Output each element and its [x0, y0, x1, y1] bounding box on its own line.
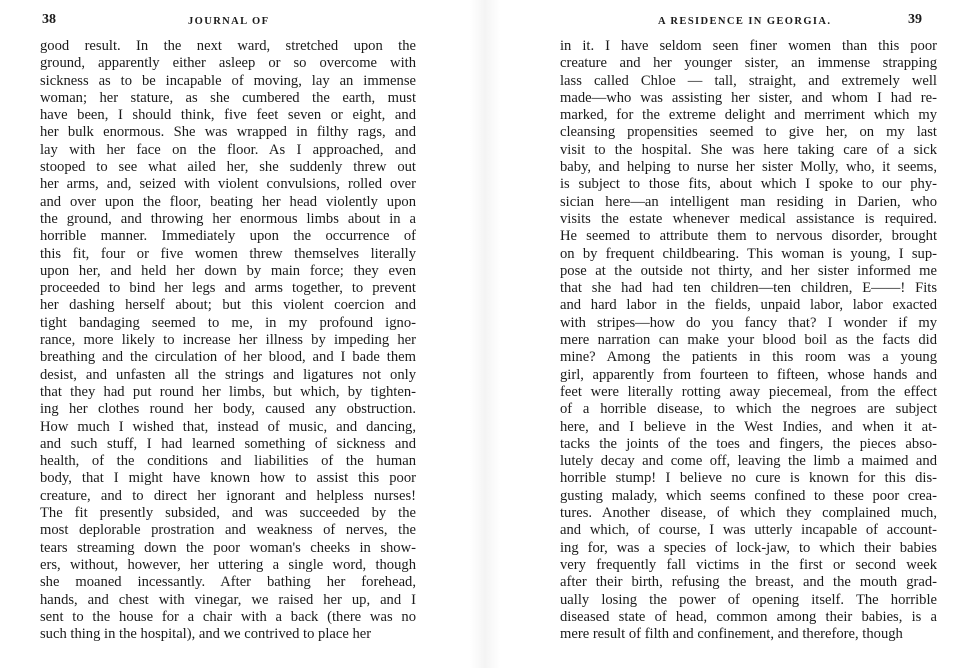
text-line: pose at the outside not thirty, and her sister informed me [560, 262, 937, 279]
text-line: tight bandaging seemed to me, in my profound igno- [40, 314, 416, 331]
text-line: girl, apparently from fourteen to fifteen, whose hands and [560, 366, 937, 383]
text-line: mere narration can make your blood boil as the facts did [560, 332, 937, 349]
text-line: and over upon the floor, beating her head violently upon [40, 193, 416, 210]
running-head-left: JOURNAL OF [188, 16, 270, 27]
page-number-right: 39 [908, 12, 922, 27]
text-line: her dashing herself about; but this violent coercion and [40, 297, 416, 314]
text-line: horrible stump! I believe no cure is known for this dis- [560, 470, 937, 487]
text-line: health, of the conditions and liabilities of the human [40, 453, 416, 470]
text-line: creature and her younger sister, an immense strapping [560, 55, 937, 72]
text-line: this fit, four or five women threw themselves literally [40, 245, 416, 262]
text-line: diseased state of head, common among their babies, is a [560, 608, 937, 625]
text-line: breathing and the circulation of her blood, and I bade them [40, 349, 416, 366]
text-line: creature, and to direct her ignorant and helpless nurses! [40, 487, 416, 504]
text-line: ground, apparently either asleep or so overcome with [40, 55, 416, 72]
text-line: mere result of filth and confinement, and therefore, though [560, 626, 903, 643]
text-line: horrible manner. Immediately upon the occurrence of [40, 228, 416, 245]
text-line: most deplorable prostration and weakness of nerves, the [40, 522, 416, 539]
text-line: the ground, and throwing her enormous limbs about in a [40, 210, 416, 227]
text-line: stooped to see what ailed her, she suddenly threw out [40, 159, 416, 176]
text-line: and such stuff, I had learned something of sickness and [40, 435, 416, 452]
text-line: tacks the joints of the toes and fingers, the pieces abso- [560, 435, 937, 452]
text-line: and hard labor in the fields, unpaid labor, labor exacted [560, 297, 937, 314]
text-line: on by frequent childbearing. This woman is young, I sup- [560, 245, 937, 262]
text-line: that they had put round her limbs, but which, by tighten- [40, 383, 416, 400]
right-page-text [560, 38, 937, 643]
text-line: cleansing propensities seemed to give her, on my last [560, 124, 937, 141]
text-line: have been, I should think, five feet seven or eight, and [40, 107, 416, 124]
text-line: baby, and helping to nurse her sister Molly, who, it seems, [560, 159, 937, 176]
left-page-text [40, 38, 416, 643]
text-line: ers, without, however, her uttering a single word, though [40, 556, 416, 573]
text-line: her arms, and, seized with violent convulsions, rolled over [40, 176, 416, 193]
text-line: lass called Chloe — tall, straight, and extremely well [560, 72, 937, 89]
text-line: lutely decay and come off, leaving the limb a maimed and [560, 453, 937, 470]
book-gutter [470, 0, 500, 668]
text-line: sickness as to be incapable of moving, lay an immense [40, 72, 416, 89]
text-line: such thing in the hospital), and we contrived to place her [40, 626, 372, 643]
text-line: visits the estate whenever medical assistance is required. [560, 210, 937, 227]
text-line: How much I wished that, instead of music, and dancing, [40, 418, 416, 435]
text-line: mine? Among the patients in this room was a young [560, 349, 937, 366]
page-number-left: 38 [42, 12, 56, 27]
text-line: visit to the hospital. She was here taking care of a sick [560, 141, 937, 158]
text-line: ing for, was a species of lock-jaw, to which their babies [560, 539, 937, 556]
text-line: made—who was assisting her sister, and whom I had re- [560, 89, 937, 106]
left-page [0, 0, 470, 668]
text-line: after their birth, refusing the breast, and the mouth grad- [560, 574, 937, 591]
text-line: feet were literally rotting away piecemeal, from the effect [560, 383, 937, 400]
text-line: The fit presently subsided, and was succeeded by the [40, 505, 416, 522]
text-line: tears streaming down the poor woman's cheeks in show- [40, 539, 416, 556]
text-line: is subject to those fits, about which I spoke to our phy- [560, 176, 937, 193]
text-line: sician here—an intelligent man residing in Darien, who [560, 193, 937, 210]
text-line: she moaned incessantly. After bathing her forehead, [40, 574, 416, 591]
text-line: marked, for the extreme delight and merriment which my [560, 107, 937, 124]
text-line: lay with her face on the floor. As I approached, and [40, 141, 416, 158]
text-line: and which, of course, I was utterly incapable of account- [560, 522, 937, 539]
text-line: proceeded to bind her legs and arms together, to prevent [40, 280, 416, 297]
text-line: here, and I believe in the West Indies, and when it at- [560, 418, 937, 435]
running-head-right: A RESIDENCE IN GEORGIA. [658, 16, 832, 27]
text-line: tures. Another disease, of which they complained much, [560, 505, 937, 522]
text-line: with stripes—how do you fancy that? I wonder if my [560, 314, 937, 331]
text-line: body, that I might have known how to assist this poor [40, 470, 416, 487]
text-line: He seemed to attribute them to nervous disorder, brought [560, 228, 937, 245]
text-line: hands, and chest with vinegar, we raised her up, and I [40, 591, 416, 608]
text-line: gusting malady, which seems confined to these poor crea- [560, 487, 937, 504]
text-line: that she had had ten children—ten children, E——! Fits [560, 280, 937, 297]
text-line: woman; her stature, as she cumbered the earth, must [40, 89, 416, 106]
text-line: sent to the house for a chair with a back (there was no [40, 608, 416, 625]
text-line: ing her clothes round her body, caused any obstruction. [40, 401, 416, 418]
text-line: desist, and unfasten all the strings and ligatures not only [40, 366, 416, 383]
text-line: ually losing the power of opening itself. The horrible [560, 591, 937, 608]
text-line: rance, more likely to increase her illness by impeding her [40, 332, 416, 349]
text-line: good result. In the next ward, stretched upon the [40, 38, 416, 54]
text-line: of a horrible disease, to which the negroes are subject [560, 401, 937, 418]
right-page [500, 0, 980, 668]
text-line: upon her, and held her down by main force; they even [40, 262, 416, 279]
text-line: in it. I have seldom seen finer women than this poor [560, 38, 937, 54]
text-line: very frequently fall victims in the first or second week [560, 556, 937, 573]
text-line: her bulk enormous. She was wrapped in filthy rags, and [40, 124, 416, 141]
